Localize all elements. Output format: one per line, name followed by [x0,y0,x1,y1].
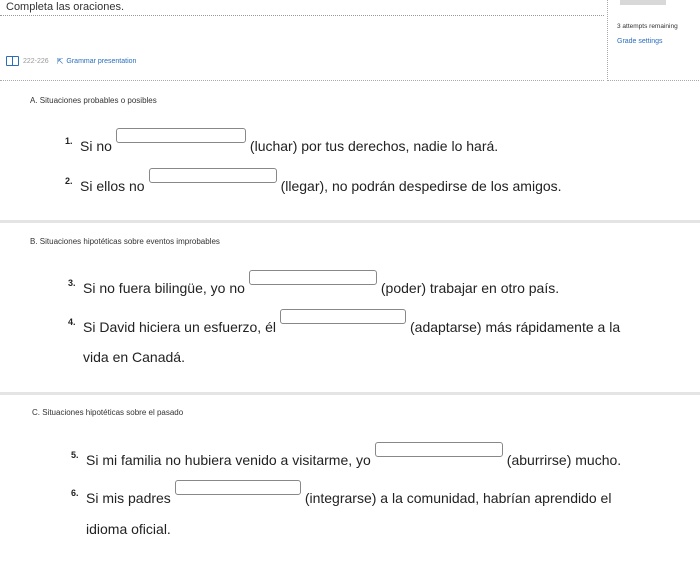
answer-input-4[interactable] [280,309,406,324]
question-text: Si no fuera bilingüe, yo no [83,280,245,296]
question-text-continued: idioma oficial. [86,521,171,537]
answer-input-5[interactable] [375,442,503,457]
attempts-remaining: 3 attempts remaining [617,23,678,30]
question-number: 6. [71,488,79,498]
answer-input-2[interactable] [149,168,277,183]
question-text: Si mi familia no hubiera venido a visitarme, yo [86,452,371,468]
divider [0,15,604,16]
section-separator [0,392,700,395]
divider [0,80,604,81]
question-1 [65,136,499,154]
question-text: (poder) trabajar en otro país. [380,280,560,296]
question-text-continued: vida en Canadá. [83,349,185,365]
section-a-title: A. Situaciones probables o posibles [30,96,157,105]
question-text: Si mis padres [86,490,171,506]
question-number: 5. [71,450,79,460]
question-text: (integrarse) a la comunidad, habrían aprendido el [304,490,612,506]
question-4 [68,317,621,367]
section-c-title: C. Situaciones hipotéticas sobre el pasado [32,408,184,417]
answer-input-1[interactable] [116,128,246,143]
answer-input-3[interactable] [249,270,377,285]
question-number: 3. [68,278,76,288]
reference-line [6,56,136,66]
grammar-presentation-link[interactable]: Grammar presentation [66,57,137,65]
question-text: (llegar), no podrán despedirse de los amigos. [280,178,562,194]
question-number: 1. [65,136,73,146]
question-number: 2. [65,176,73,186]
question-2 [65,176,562,194]
question-5 [71,450,622,468]
question-6 [71,488,612,538]
section-separator [0,220,700,223]
question-text: (aburrirse) mucho. [506,452,622,468]
answer-input-6[interactable] [175,480,301,495]
question-text: (adaptarse) más rápidamente a la [410,319,621,335]
book-icon [6,56,19,66]
question-3 [68,278,560,296]
question-number: 4. [68,317,76,327]
question-text: Si no [80,138,112,154]
section-b-title: B. Situaciones hipotéticas sobre eventos improbables [30,237,220,246]
question-text: (luchar) por tus derechos, nadie lo hará. [249,138,499,154]
question-text: Si David hiciera un esfuerzo, él [83,319,276,335]
grade-settings-link[interactable]: Grade settings [617,38,663,45]
instructions: Completa las oraciones. [6,1,125,13]
external-link-icon: ⇱ [56,56,64,66]
panel-tab [620,0,666,5]
question-text: Si ellos no [80,178,145,194]
page-range: 222-226 [23,57,49,65]
